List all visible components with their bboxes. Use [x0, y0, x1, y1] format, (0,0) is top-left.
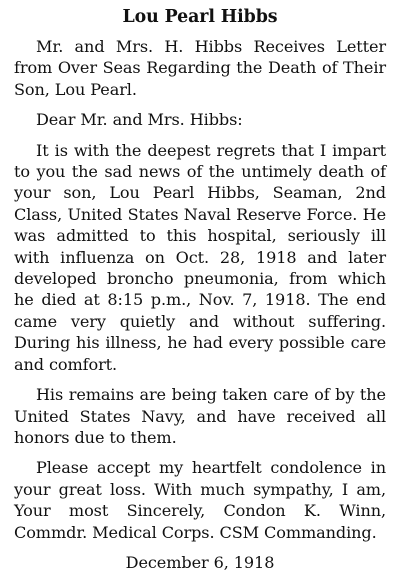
obituary-article	[14, 6, 386, 573]
article-subtitle: Mr. and Mrs. H. Hibbs Receives Letter from Over Seas Regarding the Death of Their Son, Lou Pearl.	[14, 37, 386, 99]
letter-salutation: Dear Mr. and Mrs. Hibbs:	[36, 110, 243, 130]
article-title: Lou Pearl Hibbs	[122, 7, 278, 27]
letter-paragraph-closing: Please accept my heartfelt condolence in your great loss. With much sympathy, I am, Your most Sincerely, Condon K. Winn, Commdr. Medical Corps. CSM Commanding.	[14, 458, 386, 542]
letter-paragraph-death-notice: It is with the deepest regrets that I impart to you the sad news of the untimely death of your son, Lou Pearl Hibbs, Seaman, 2nd Class, United States Naval Reserve Force. He was admitted to this hospital, seriously ill with influenza on Oct. 28, 1918 and later developed broncho pneumonia, from which he died at 8:15 p.m., Nov. 7, 1918. The end came very quietly and without suffering. During his illness, he had every possible care and comfort.	[14, 140, 386, 374]
letter-date: December 6, 1918	[125, 552, 275, 572]
letter-paragraph-remains: His remains are being taken care of by the United States Navy, and have received all honors due to them.	[14, 385, 386, 447]
